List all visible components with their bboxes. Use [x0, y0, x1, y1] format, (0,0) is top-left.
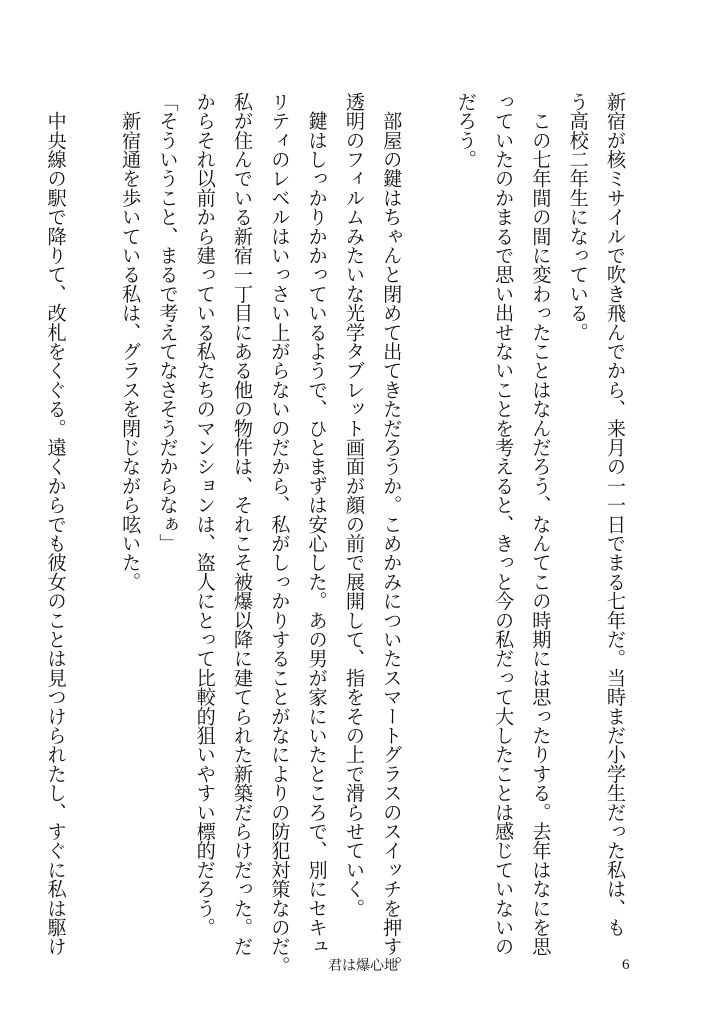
text-line: っていたのかまるで思い出せないことを考えると、きっと今の私だって大したことは感じていないの: [492, 92, 516, 956]
text-line: だろう。: [454, 92, 478, 169]
paragraph-gap: [410, 92, 447, 942]
text-line: 私が住んでいる新宿一丁目にある他の物件は、それこそ被爆以降に建てられた新築だらけだった。だ: [231, 92, 255, 956]
text-line: 中央線の駅で降りて、改札をくぐる。遠くからでも彼女のことは見つけられたし、すぐに私は駆け: [44, 92, 68, 956]
text-line: 「そういうこと、まるで考えてなさそうだからなぁ」: [156, 92, 180, 553]
text-line: 鍵はしっかりかかっているようで、ひとまずは安心した。あの男が家にいたところで、別にセキュ: [305, 92, 329, 956]
text-line: からそれ以前から建っている私たちのマンションは、盗人にとって比較的狙いやすい標的だろう。: [193, 92, 217, 937]
text-line: リティのレベルはいっさい上がらないのだから、私がしっかりすることがなによりの防犯対策なのだ。: [268, 92, 292, 976]
page-number: 6: [622, 957, 630, 973]
text-line: 新宿通を歩いている私は、グラスを閉じながら呟いた。: [119, 92, 143, 592]
book-title-footer: 君は爆心地: [328, 958, 398, 974]
text-line: う高校二年生になっている。: [566, 92, 590, 342]
text-line: 透明のフィルムみたいな光学タブレット画面が顔の前で展開して、指をその上で滑らせていく。: [342, 92, 366, 918]
text-line: この七年間の間に変わったことはなんだろう、なんてこの時期には思ったりする。去年はなにを思: [529, 92, 553, 956]
text-line: 部屋の鍵はちゃんと閉めて出てきただろうか。こめかみについたスマートグラスのスイッチを押す。: [380, 92, 404, 976]
paragraph-gap: [75, 92, 112, 942]
text-line: 新宿が核ミサイルで吹き飛んでから、来月の一一日でまる七年だ。当時まだ小学生だった私は、も: [604, 92, 627, 937]
